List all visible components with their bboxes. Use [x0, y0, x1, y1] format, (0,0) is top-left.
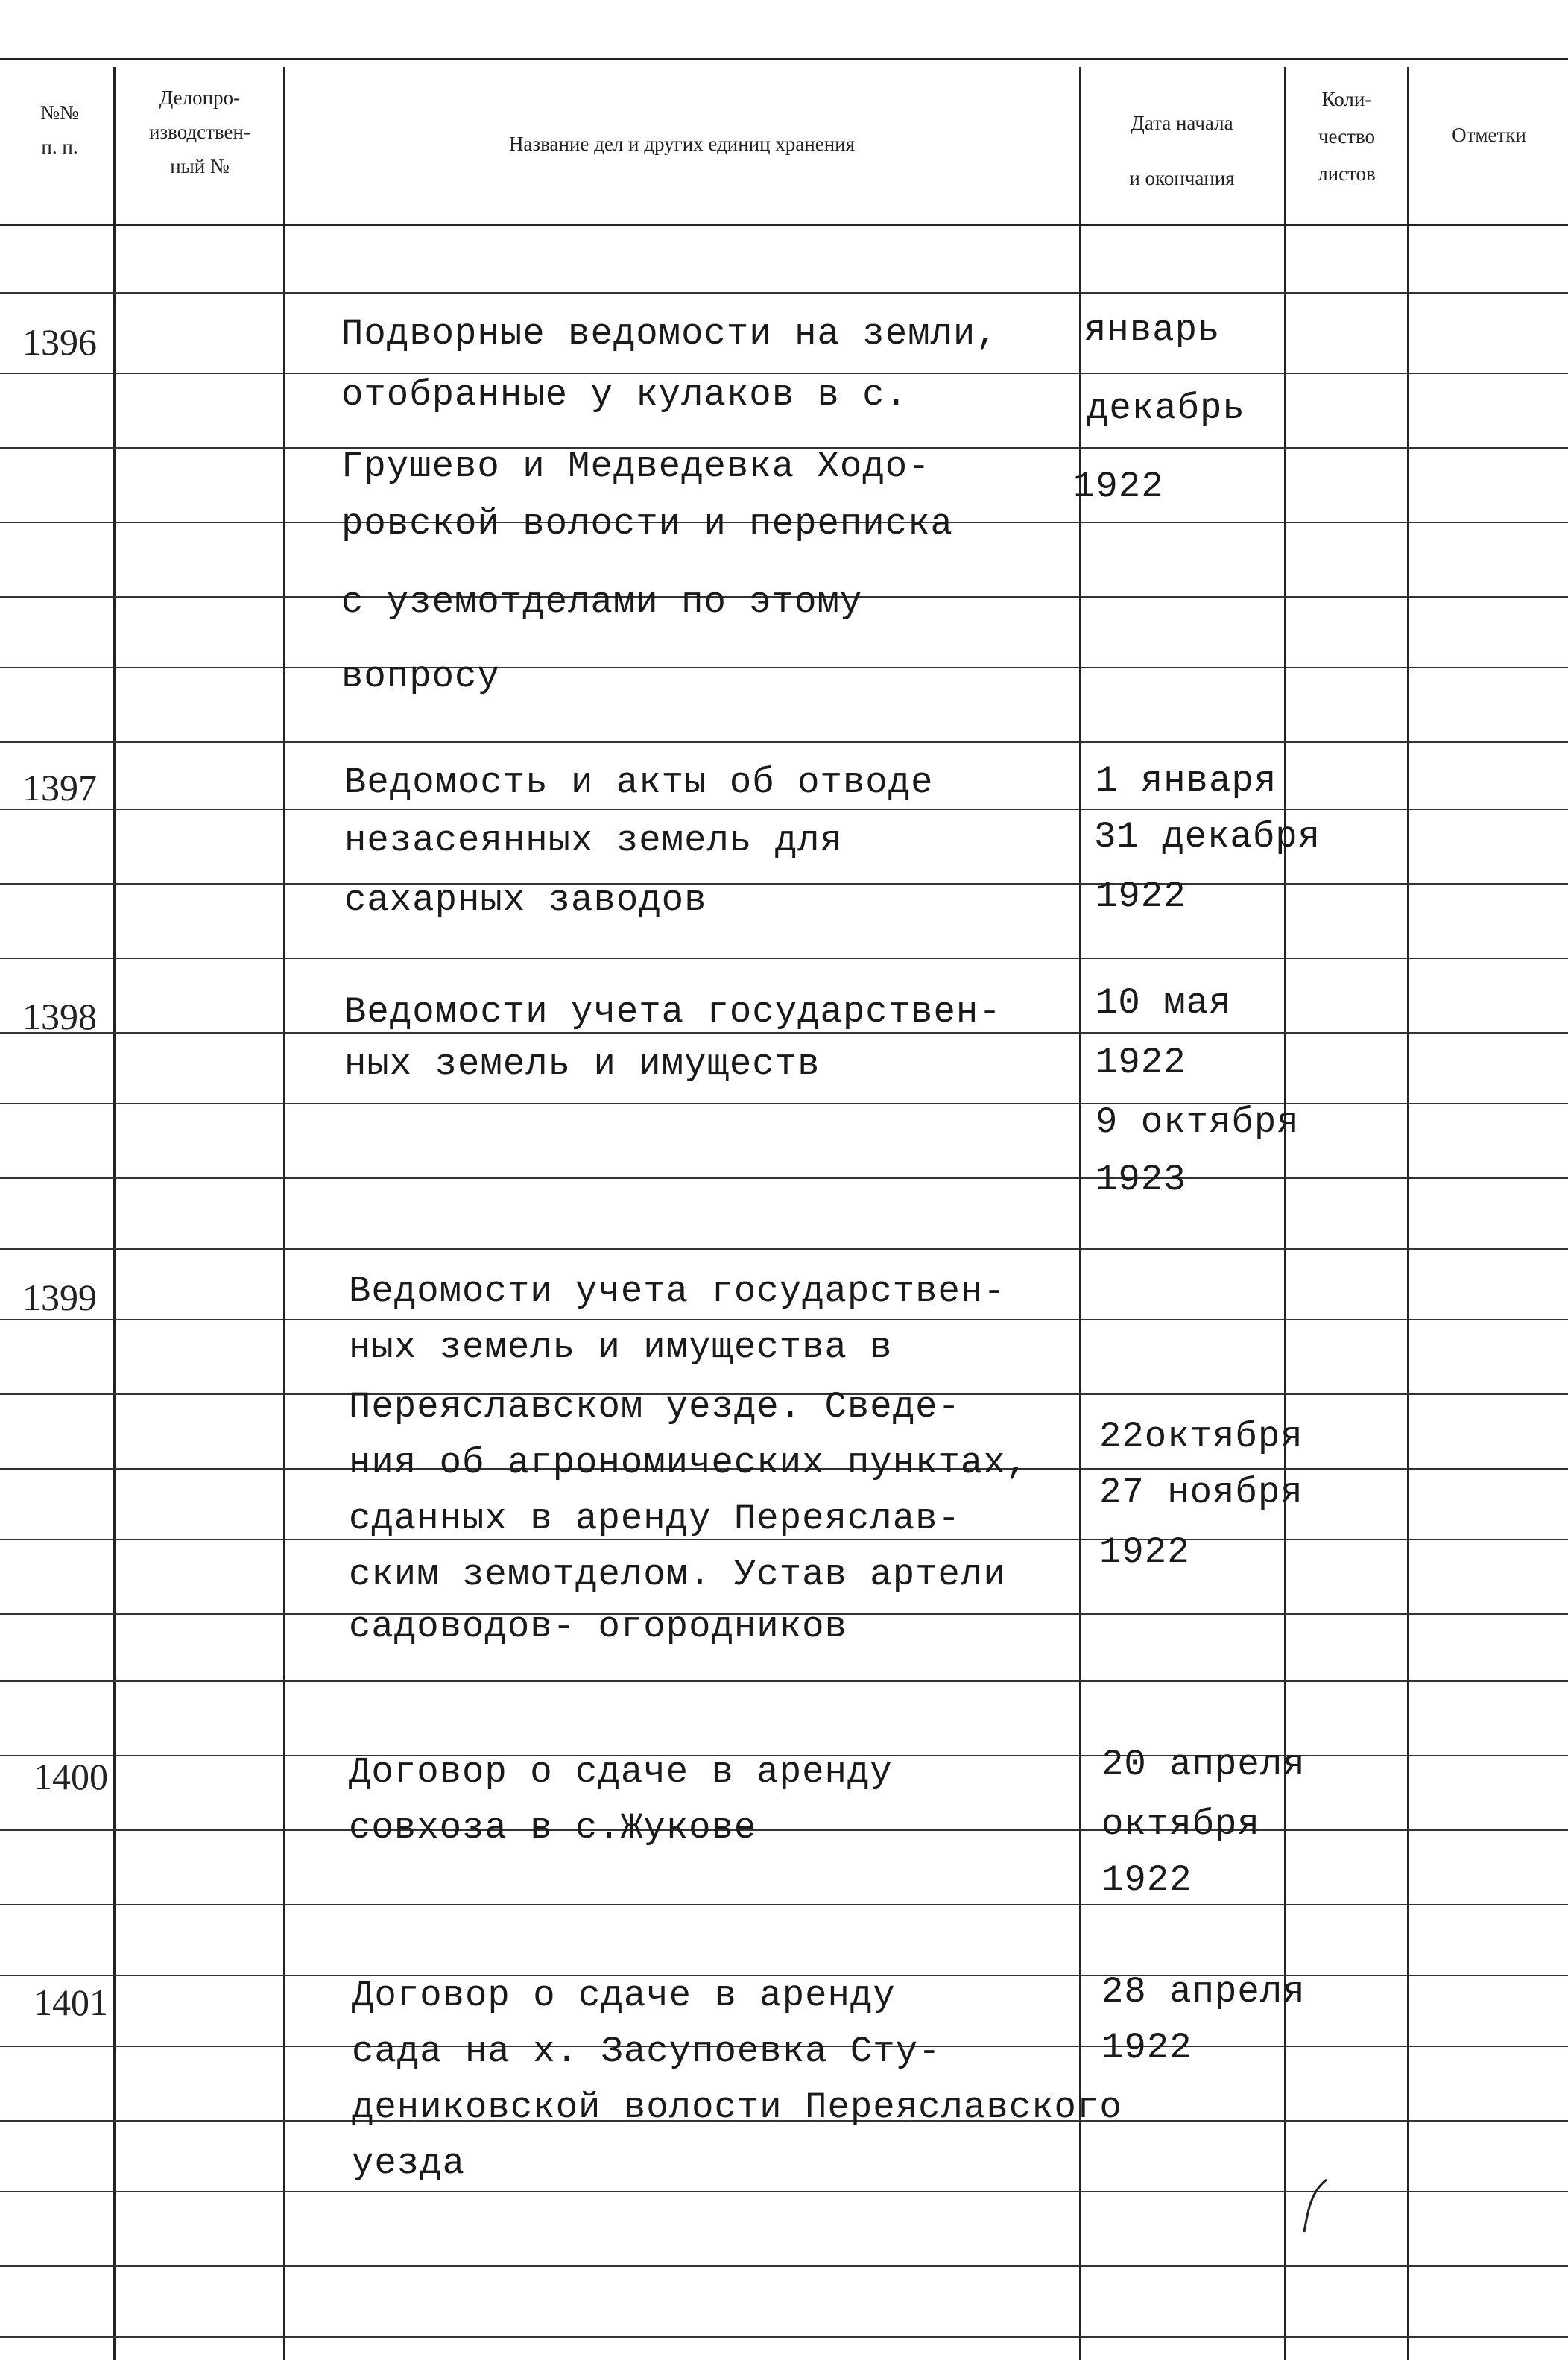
record-date-line: 20 апреля [1101, 1744, 1306, 1785]
ruled-line [0, 667, 1568, 668]
ruled-line [0, 958, 1568, 959]
record-number: 1399 [22, 1277, 97, 1318]
record-title-line: ровской волости и переписка [341, 503, 953, 545]
record-date-line: 1923 [1096, 1159, 1186, 1200]
record-title-line: Договор о сдаче в аренду [352, 1975, 896, 2016]
ruled-line [0, 809, 1568, 810]
record-date-line: октября [1101, 1803, 1260, 1845]
record-title-line: Ведомость и акты об отводе [344, 762, 934, 803]
record-title-line: ния об агрономических пунктах, [349, 1442, 1029, 1484]
header-col-title: Название дел и других единиц хранения [508, 133, 856, 155]
record-date-line: 27 ноября [1099, 1472, 1303, 1513]
ruled-line [0, 2265, 1568, 2267]
ruled-line [0, 1103, 1568, 1104]
record-date-line: 9 октября [1096, 1101, 1300, 1143]
record-title-line: незасеянных земель для [344, 820, 843, 861]
record-title-line: совхоза в с.Жукове [349, 1807, 757, 1849]
record-title-line: Подворные ведомости на земли, [341, 313, 999, 355]
header-bottom-rule [0, 224, 1568, 226]
record-title-line: вопросу [341, 656, 500, 697]
column-divider [1407, 67, 1409, 2360]
record-number: 1396 [22, 321, 97, 363]
column-divider [283, 67, 285, 2360]
record-title-line: Грушево и Медведевка Ходо- [341, 446, 931, 487]
record-title-line: отобранные у кулаков в с. [341, 374, 908, 416]
header-col-notes: Отметки [1452, 124, 1526, 146]
ruled-line [0, 1319, 1568, 1320]
column-divider [1079, 67, 1081, 2360]
record-title-line: Ведомости учета государствен- [344, 991, 1002, 1033]
record-date-line: 31 декабря [1094, 816, 1321, 858]
record-date-line: 1922 [1096, 876, 1186, 917]
record-title-line: сданных в аренду Переяслав- [349, 1498, 961, 1540]
header-col-number: №№ п. п. [40, 101, 79, 158]
record-date-line: 1922 [1096, 1042, 1186, 1083]
column-divider [113, 67, 116, 2360]
record-title-line: сахарных заводов [344, 879, 707, 921]
ruled-line [0, 883, 1568, 885]
ruled-line [0, 741, 1568, 743]
ruled-line [0, 1904, 1568, 1905]
record-number: 1398 [22, 996, 97, 1037]
record-title-line: сада на х. Засупоевка Сту- [352, 2031, 941, 2072]
ruled-line [0, 1177, 1568, 1179]
header-col-sheets: Коли- чество листов [1318, 88, 1376, 185]
ruled-line [0, 1829, 1568, 1831]
ruled-line [0, 1248, 1568, 1250]
record-title-line: Переяславском уезде. Сведе- [349, 1386, 961, 1428]
record-date-line: 1922 [1101, 2027, 1192, 2069]
record-date-line: январь [1084, 309, 1221, 351]
header-col-office-number: Делопро- изводствен- ный № [149, 86, 250, 177]
record-date-line: 10 мая [1096, 982, 1232, 1024]
record-number: 1400 [34, 1756, 108, 1797]
ruled-line [0, 292, 1568, 294]
record-date-line: 1922 [1099, 1531, 1190, 1573]
record-date-line: 28 апреля [1101, 1971, 1306, 2013]
record-title-line: ных земель и имущества в [349, 1326, 893, 1368]
record-title-line: дениковской волости Переяславского [352, 2087, 1122, 2128]
record-date-line: 1922 [1101, 1859, 1192, 1901]
record-title-line: Ведомости учета государствен- [349, 1271, 1006, 1312]
column-divider [1284, 67, 1286, 2360]
record-title-line: ским земотделом. Устав артели [349, 1554, 1006, 1595]
header-top-rule [0, 58, 1568, 60]
ruled-line [0, 1680, 1568, 1682]
record-title-line: Договор о сдаче в аренду [349, 1751, 893, 1793]
record-title-line: ных земель и имуществ [344, 1043, 821, 1085]
record-title-line: уезда [352, 2142, 466, 2184]
record-date-line: декабрь [1087, 387, 1245, 429]
record-date-line: 1922 [1073, 466, 1164, 507]
record-number: 1401 [34, 1981, 108, 2023]
ruled-line [0, 2336, 1568, 2338]
header-col-dates: Дата начала и окончания [1129, 112, 1235, 189]
record-number: 1397 [22, 767, 97, 809]
record-date-line: 22октября [1099, 1416, 1303, 1458]
record-date-line: 1 января [1096, 760, 1277, 802]
record-title-line: садоводов- огородников [349, 1606, 847, 1648]
handwritten-mark [1297, 2176, 1334, 2236]
record-title-line: с уземотделами по этому [341, 581, 863, 623]
